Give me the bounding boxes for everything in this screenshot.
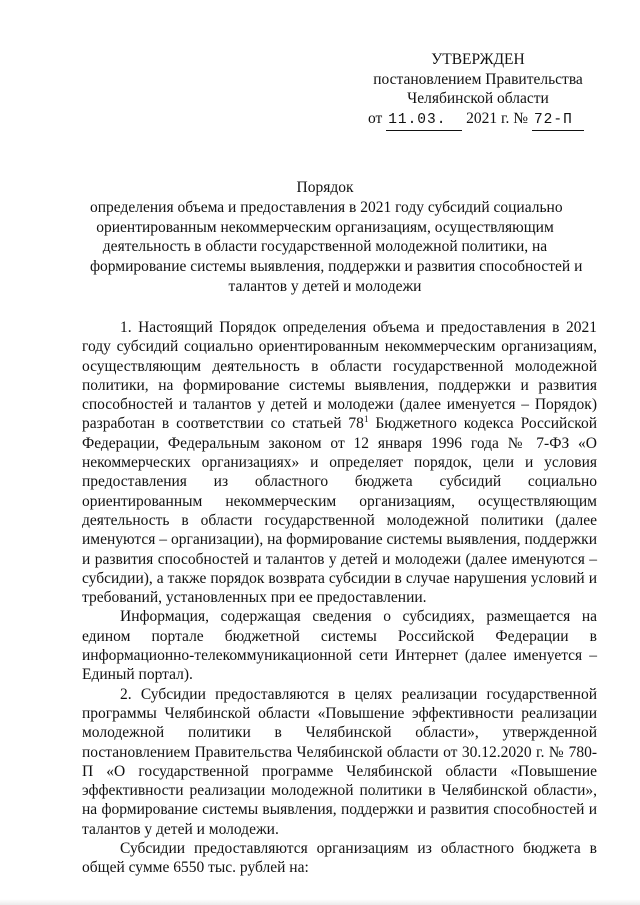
handwritten-number: 72-П [532, 111, 584, 132]
paragraph-1 [82, 318, 597, 607]
scan-edge [0, 899, 640, 905]
paragraph-1-text-cont: Бюджетного кодекса Российской Федерации, Федеральным законом от 12 января 1996 года № 7-ФЗ «О некоммерческих организациях» и определяет порядок, цели и условия предоставления из областного бюджета субсидий социально ориентированным некоммерческим организациям, осуществляющим деятельность в области государственной молодежной политики (далее именуются – организации), на формирование системы выявления, поддержки и развития способностей и талантов у детей и молодежи (далее именуются – субсидии), а также порядок возврата субсидии в случае нарушения условий и требований, установленных при ее предоставлении. [82, 415, 597, 607]
paragraph-2: Информация, содержащая сведения о субсидиях, размещается на едином портале бюджетной системы Российской Федерации в информационно-телекоммуникационной сети Интернет (далее именуется – Единый портал). [82, 608, 597, 684]
document-title [90, 178, 583, 297]
title-line: определения объема и предоставления в 2021 году субсидий социально [90, 198, 563, 216]
approved-heading: УТВЕРЖДЕН [431, 51, 525, 68]
title-line: деятельность в области государственной молодежной политики, на [102, 238, 548, 256]
title-heading: Порядок [296, 179, 354, 196]
document-body [82, 318, 597, 878]
approval-date-line [358, 109, 598, 132]
paragraph-3: 2. Субсидии предоставляются в целях реализации государственной программы Челябинской области «Повышение эффективности реализации молодежной политики в Челябинской области», утвержденной постановлением Правительства Челябинской области от 30.12.2020 г. № 780-П «О государственной программе Челябинской области «Повышение эффективности реализации молодежной политики в Челябинской области», на формирование системы выявления, поддержки и развития способностей и талантов у детей и молодежи. [82, 685, 597, 838]
approved-by-resolution: постановлением Правительства [373, 70, 583, 88]
title-line: талантов у детей и молодежи [228, 277, 422, 295]
title-line: ориентированным некоммерческим организациям, осуществляющим [96, 218, 554, 236]
article-superscript: 1 [363, 414, 369, 425]
handwritten-date: 11.03. [386, 111, 462, 132]
year-label: 2021 г. № [466, 109, 529, 127]
title-line: формирование системы выявления, поддержки и развития способностей и [90, 258, 583, 276]
paragraph-4: Субсидии предоставляются организациям из областного бюджета в общей сумме 6550 тыс. рублей на: [82, 840, 597, 877]
paragraph-1-text: 1. Настоящий Порядок определения объема и предоставления в 2021 году субсидий социально ориентированным некоммерческим организациям, осуществляющим деятельность в области государственной молодежной политики, на формирование системы выявления, поддержки и развития способностей и талантов у детей и молодежи (далее именуется – Порядок) разработан в соответствии со статьей 78 [82, 319, 597, 433]
approved-by-region: Челябинской области [407, 90, 549, 107]
from-label: от [368, 109, 383, 127]
approval-stamp [358, 50, 598, 131]
